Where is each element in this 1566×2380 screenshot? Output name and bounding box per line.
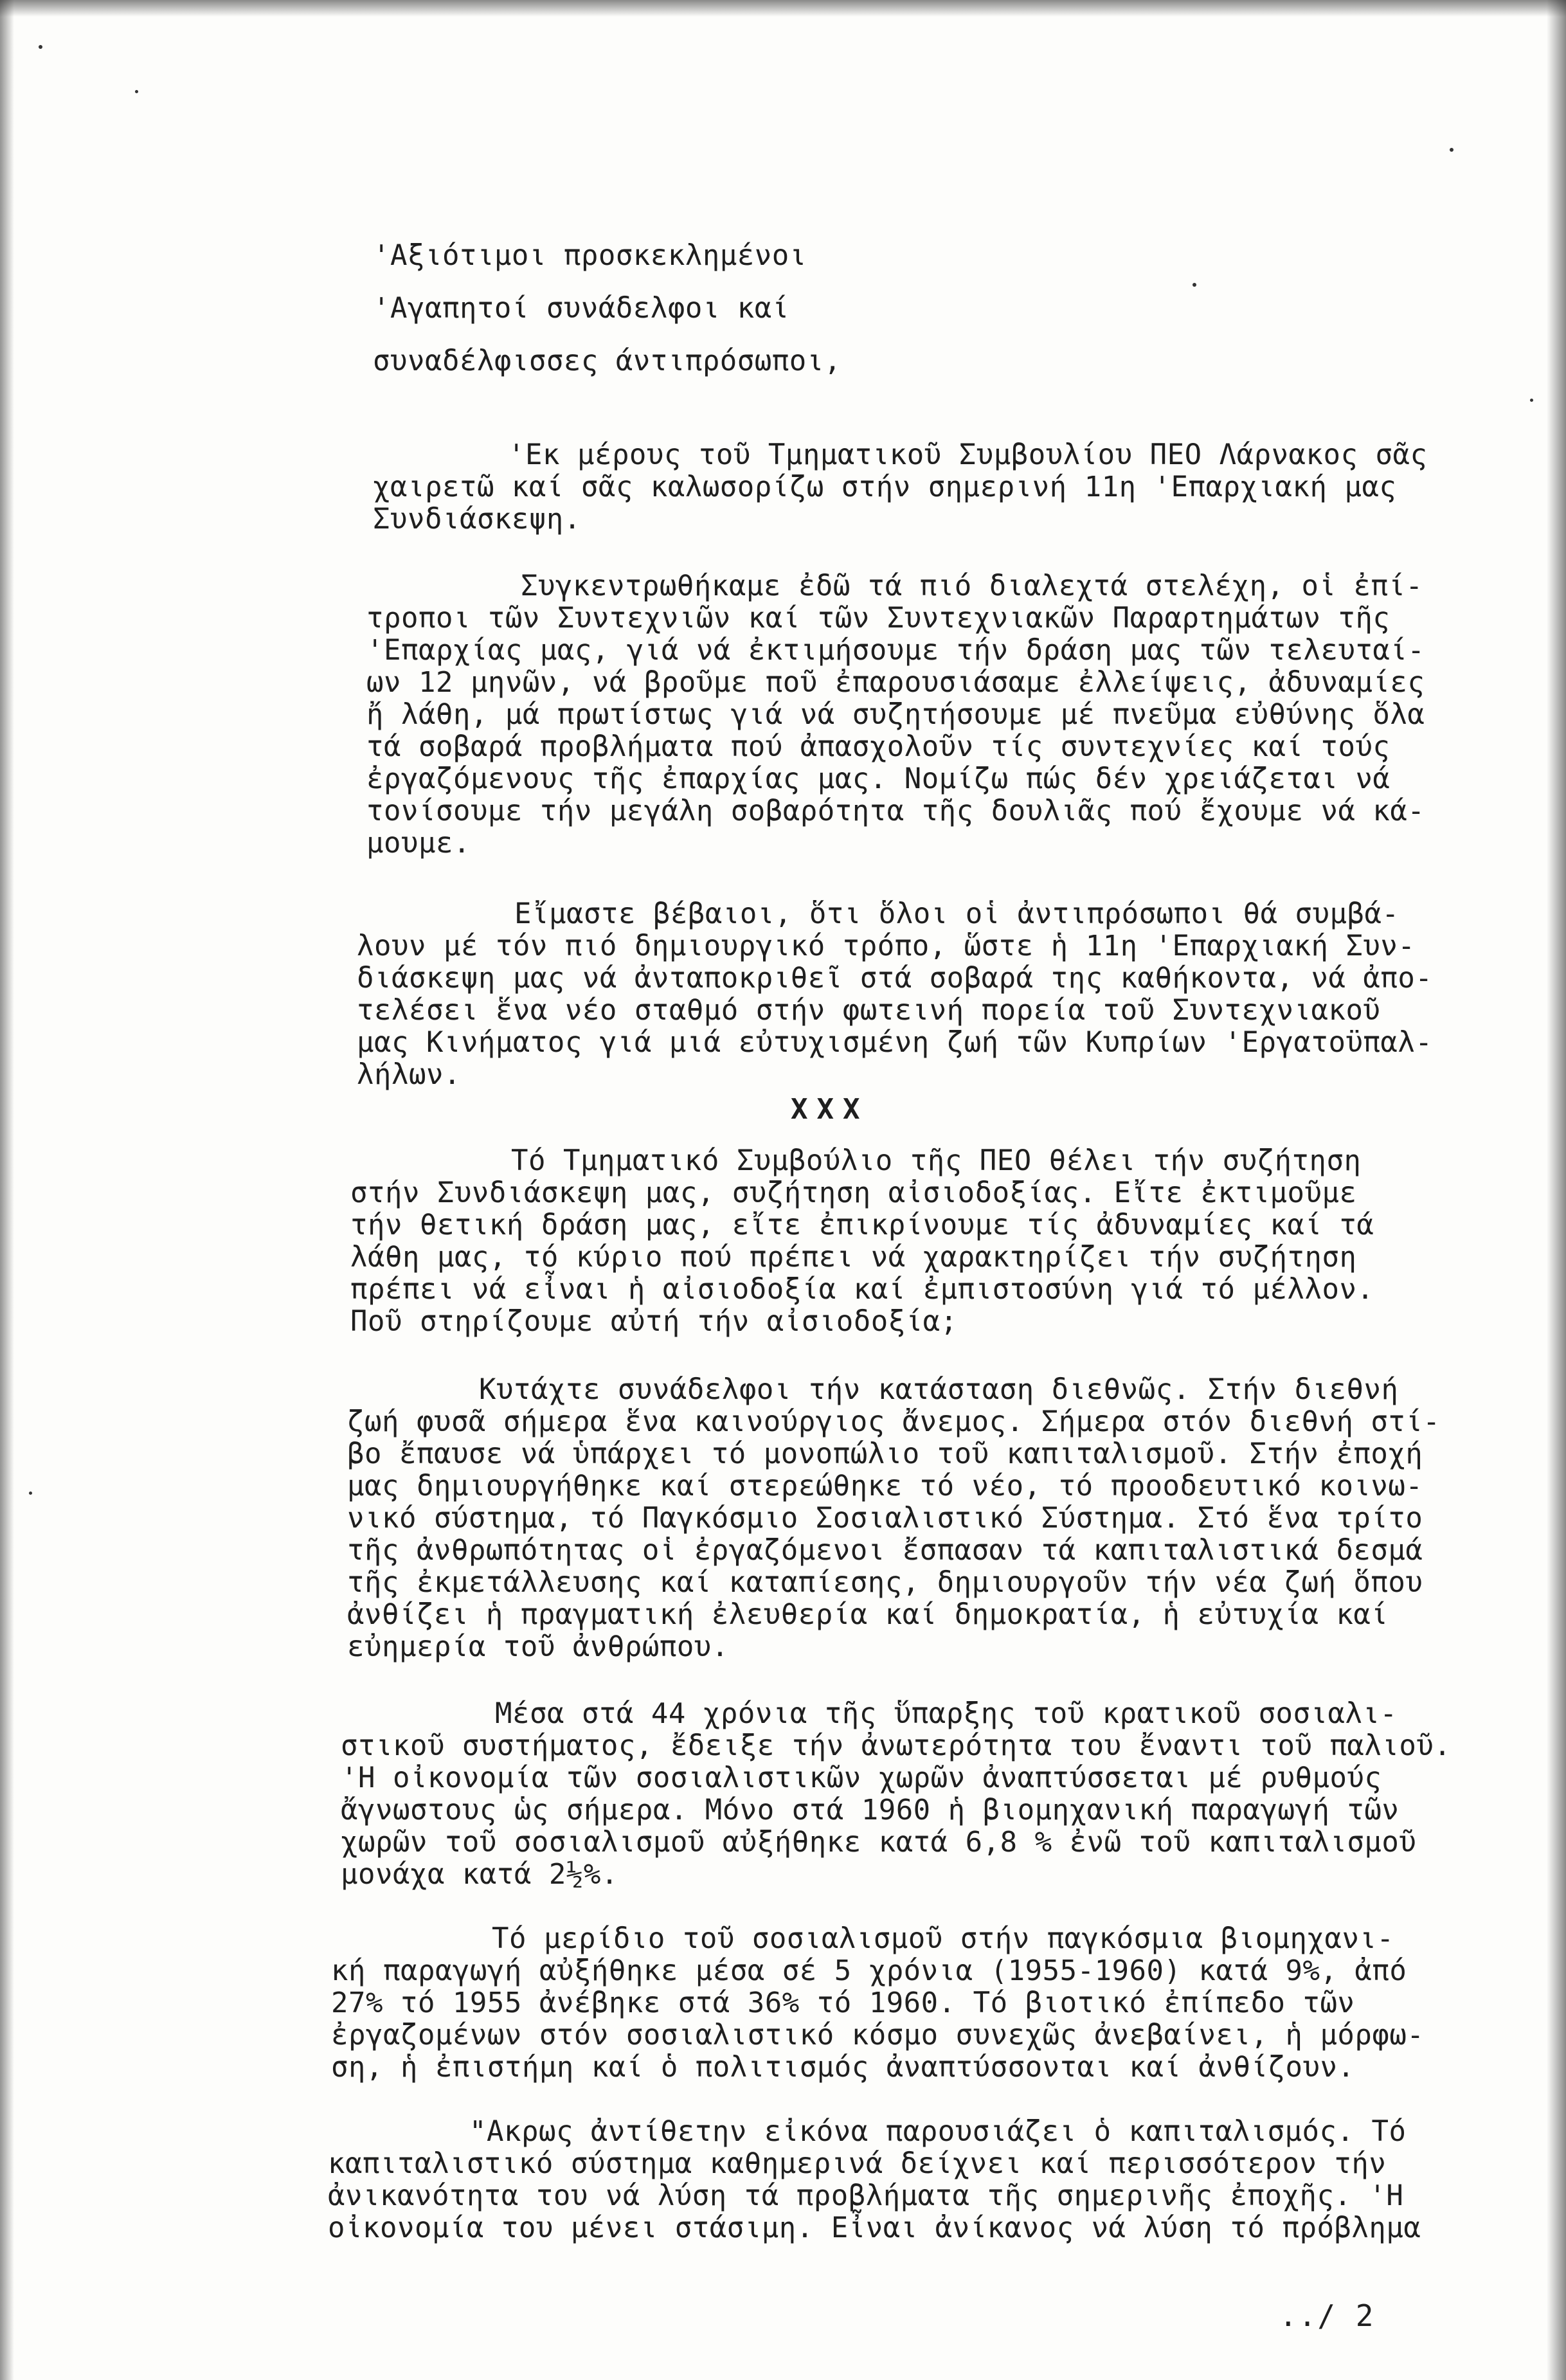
scan-speck (29, 1492, 32, 1495)
body-line: λάθη μας, τό κύριο πού πρέπει νά χαρακτηρίζει τήν συζήτηση (350, 1241, 1357, 1274)
salutation-line: συναδέλφισσες άντιπρόσωποι, (373, 345, 842, 377)
body-line: χωρῶν τοῦ σοσιαλισμοῦ αὐξήθηκε κατά 6,8 % ἐνῶ τοῦ καπιταλισμοῦ (341, 1826, 1417, 1859)
body-line: "Ακρως ἀντίθετην εἰκόνα παρουσιάζει ὁ καπιταλισμός. Τό (469, 2115, 1407, 2148)
salutation-line: 'Αγαπητοί συνάδελφοι καί (373, 292, 789, 325)
body-line: τροποι τῶν Συντεχνιῶν καί τῶν Συντεχνιακῶν Παραρτημάτων τῆς (366, 602, 1390, 635)
body-line: λουν μέ τόν πιό δημιουργικό τρόπο, ὥστε ἡ 11η 'Επαρχιακή Συν- (357, 930, 1416, 962)
body-line: βο ἔπαυσε νά ὑπάρχει τό μονοπώλιο τοῦ καπιταλισμοῦ. Στήν ἐποχή (347, 1438, 1423, 1470)
body-line: τελέσει ἕνα νέο σταθμό στήν φωτεινή πορεία τοῦ Συντεχνιακοῦ (357, 994, 1381, 1027)
body-line: ση, ἡ ἐπιστήμη καί ὁ πολιτισμός ἀναπτύσσονται καί ἀνθίζουν. (331, 2051, 1355, 2084)
body-line: ζωή φυσᾶ σήμερα ἕνα καινούργιος ἄνεμος. Σήμερα στόν διεθνή στί- (347, 1405, 1441, 1438)
body-line: λήλων. (357, 1058, 461, 1091)
body-line: ἀνικανότητα του νά λύση τά προβλήματα τῆς σημερινῆς ἐποχῆς. 'Η (328, 2179, 1404, 2212)
body-line: 'Η οἰκονομία τῶν σοσιαλιστικῶν χωρῶν ἀναπτύσσεται μέ ρυθμούς (341, 1762, 1382, 1794)
body-line: τήν θετική δράση μας, εἴτε ἐπικρίνουμε τίς ἀδυναμίες καί τά (350, 1209, 1374, 1241)
body-line: χαιρετῶ καί σᾶς καλωσορίζω στήν σημερινή 11η 'Επαρχιακή μας (373, 471, 1397, 503)
body-line: τά σοβαρά προβλήματα πού ἀπασχολοῦν τίς συντεχνίες καί τούς (366, 730, 1390, 763)
body-line: ων 12 μηνῶν, νά βροῦμε ποῦ ἐπαρουσιάσαμε ἐλλείψεις, ἀδυναμίες (366, 666, 1425, 699)
body-line: 27% τό 1955 ἀνέβηκε στά 36% τό 1960. Τό βιοτικό ἐπίπεδο τῶν (331, 1987, 1355, 2019)
body-line: ἐργαζόμενους τῆς ἐπαρχίας μας. Νομίζω πώς δέν χρειάζεται νά (366, 762, 1390, 795)
page-continuation-marker: ../ 2 (1279, 2298, 1375, 2333)
body-line: τονίσουμε τήν μεγάλη σοβαρότητα τῆς δουλιᾶς πού ἔχουμε νά κά- (366, 795, 1425, 827)
body-line: κή παραγωγή αὐξήθηκε μέσα σέ 5 χρόνια (1955-1960) κατά 9%, ἀπό (331, 1954, 1407, 1987)
salutation-line: 'Αξιότιμοι προσκεκλημένοι (373, 239, 807, 272)
scan-speck (1530, 399, 1533, 402)
body-line: ἤ λάθη, μά πρωτίστως γιά νά συζητήσουμε μέ πνεῦμα εὐθύνης ὅλα (366, 698, 1425, 731)
body-line: ἀνθίζει ἡ πραγματική ἐλευθερία καί δημοκρατία, ἡ εὐτυχία καί (347, 1598, 1389, 1631)
body-line: οἰκονομία του μένει στάσιμη. Εἶναι ἀνίκανος νά λύση τό πρόβλημα (328, 2212, 1421, 2244)
body-line: πρέπει νά εἶναι ἡ αἰσιοδοξία καί ἐμπιστοσύνη γιά τό μέλλον. (350, 1273, 1374, 1306)
scan-edge-top (0, 0, 1566, 17)
body-line: Συνδιάσκεψη. (373, 503, 581, 536)
section-separator: XXX (791, 1093, 869, 1126)
body-line: στήν Συνδιάσκεψη μας, συζήτηση αἰσιοδοξίας. Εἴτε ἐκτιμοῦμε (350, 1176, 1357, 1209)
body-line: Τό μερίδιο τοῦ σοσιαλισμοῦ στήν παγκόσμια βιομηχανι- (492, 1922, 1394, 1955)
body-line: νικό σύστημα, τό Παγκόσμιο Σοσιαλιστικό Σύστημα. Στό ἕνα τρίτο (347, 1502, 1423, 1535)
body-line: μουμε. (366, 827, 471, 860)
body-line: στικοῦ συστήματος, ἔδειξε τήν ἀνωτερότητα του ἔναντι τοῦ παλιοῦ. (341, 1729, 1452, 1762)
scan-edge-left (0, 0, 14, 2380)
body-line: Μέσα στά 44 χρόνια τῆς ὕπαρξης τοῦ κρατικοῦ σοσιαλι- (495, 1697, 1398, 1730)
body-line: Συγκεντρωθήκαμε ἐδῶ τά πιό διαλεχτά στελέχη, οἱ ἐπί- (521, 570, 1423, 602)
scan-speck (135, 90, 138, 93)
scan-speck (1450, 148, 1454, 152)
body-line: μας δημιουργήθηκε καί στερεώθηκε τό νέο, τό προοδευτικό κοινω- (347, 1470, 1423, 1502)
scan-edge-right (1547, 0, 1566, 2380)
body-line: Ποῦ στηρίζουμε αὐτή τήν αἰσιοδοξία; (350, 1305, 958, 1338)
body-line: μας Κινήματος γιά μιά εὐτυχισμένη ζωή τῶν Κυπρίων 'Εργατοϋπαλ- (357, 1026, 1433, 1059)
scan-speck (1192, 283, 1196, 287)
body-line: ἐργαζομένων στόν σοσιαλιστικό κόσμο συνεχῶς ἀνεβαίνει, ἡ μόρφω- (331, 2019, 1425, 2051)
body-line: διάσκεψη μας νά ἀνταποκριθεῖ στά σοβαρά της καθήκοντα, νά ἀπο- (357, 962, 1433, 995)
body-line: 'Εκ μέρους τοῦ Τμηματικοῦ Συμβουλίου ΠΕΟ Λάρνακος σᾶς (508, 438, 1428, 471)
body-line: Κυτάχτε συνάδελφοι τήν κατάσταση διεθνῶς. Στήν διεθνή (479, 1373, 1399, 1406)
body-line: καπιταλιστικό σύστημα καθημερινά δείχνει καί περισσότερον τήν (328, 2147, 1387, 2180)
body-line: τῆς ἀνθρωπότητας οἱ ἐργαζόμενοι ἔσπασαν τά καπιταλιστικά δεσμά (347, 1534, 1423, 1567)
scan-speck (39, 45, 42, 49)
body-line: 'Επαρχίας μας, γιά νά ἐκτιμήσουμε τήν δράση μας τῶν τελευταί- (366, 634, 1425, 667)
body-line: μονάχα κατά 2½%. (341, 1858, 618, 1891)
body-line: Τό Τμηματικό Συμβούλιο τῆς ΠΕΟ θέλει τήν συζήτηση (511, 1144, 1362, 1177)
body-line: ἄγνωστους ὡς σήμερα. Μόνο στά 1960 ἡ βιομηχανική παραγωγή τῶν (341, 1794, 1400, 1826)
body-line: Εἴμαστε βέβαιοι, ὅτι ὅλοι οἱ ἀντιπρόσωποι θά συμβά- (514, 897, 1400, 930)
body-line: τῆς ἐκμετάλλευσης καί καταπίεσης, δημιουργοῦν τήν νέα ζωή ὅπου (347, 1566, 1423, 1599)
body-line: εὐημερία τοῦ ἀνθρώπου. (347, 1630, 729, 1663)
